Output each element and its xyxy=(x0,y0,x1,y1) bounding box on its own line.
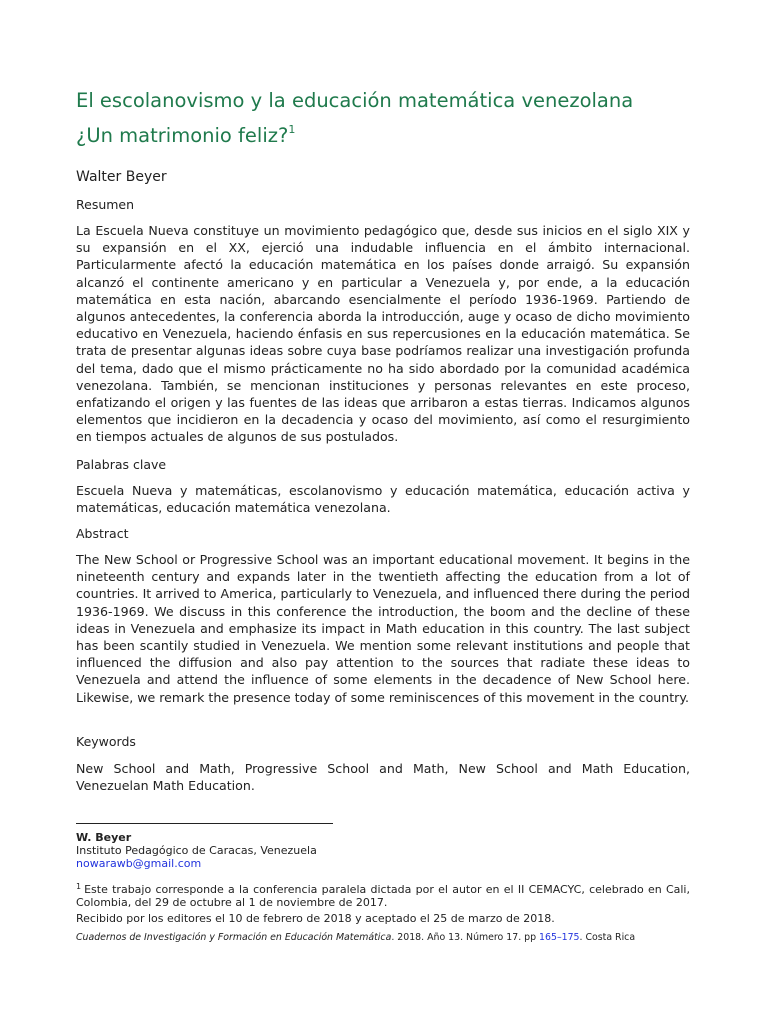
keywords-heading: Keywords xyxy=(76,734,136,749)
resumen-heading: Resumen xyxy=(76,197,135,212)
footnote-text: Este trabajo corresponde a la conferencia paralela dictada por el autor en el II CEMACYC, celebrado en Cali, Colombia, del 29 de octubre al 1 de noviembre de 2017. xyxy=(76,883,690,909)
paper-title xyxy=(76,86,690,150)
keywords-text: New School and Math, Progressive School and Math, New School and Math Education, Venezuelan Math Education. xyxy=(76,761,690,794)
journal-name: Cuadernos de Investigación y Formación en Educación Matemática xyxy=(76,932,392,943)
received-dates: Recibido por los editores el 10 de febrero de 2018 y aceptado el 25 de marzo de 2018. xyxy=(76,912,555,925)
journal-details: . 2018. Año 13. Número 17. pp xyxy=(391,932,537,943)
abstract-text: The New School or Progressive School was an important educational movement. It begins in the nineteenth century and expands later in the twentieth affecting the education from a lot of countries. It arrived to America, particularly to Venezuela, and influenced there during the period 1936-1969. We discuss in this conference the introduction, the boom and the decline of these ideas in Venezuela and emphasize its impact in Math education in this country. The last subject has been scantily studied in Venezuela. We mention some relevant institutions and people that influenced the diffusion and also pay attention to the sources that radiate these ideas to Venezuela and attend the influence of some elements in the decadence of New School here. Likewise, we remark the presence today of some reminiscences of this movement in the country. xyxy=(76,552,690,705)
affiliation-name: W. Beyer xyxy=(76,831,132,844)
journal-citation xyxy=(76,932,635,943)
author-affiliation xyxy=(76,831,690,870)
author-email-link[interactable]: nowarawb@gmail.com xyxy=(76,857,202,870)
resumen-text: La Escuela Nueva constituye un movimiento pedagógico que, desde sus inicios en el siglo XIX y su expansión en el XX, ejerció una indudable influencia en el ámbito internacional. Particularmente afectó la educación matemática en los países donde arraigó. Su expansión alcanzó el continente americano y en particular a Venezuela y, por ende, a la educación matemática en esta nación, abarcando esencialmente el período 1936-1969. Partiendo de algunos antecedentes, la conferencia aborda la introducción, auge y ocaso de dicho movimiento educativo en Venezuela, haciendo énfasis en sus repercusiones en la educación matemática. Se trata de presentar algunas ideas sobre cuya base podríamos realizar una investigación profunda del tema, dado que el mismo prácticamente no ha sido abordado por la comunidad académica venezolana. También, se mencionan instituciones y personas relevantes en este proceso, enfatizando el origen y las fuentes de las ideas que arribaron a estas tierras. Indicamos algunos elementos que incidieron en la decadencia y ocaso del movimiento, así como el resurgimiento en tiempos actuales de algunos de sus postulados. xyxy=(76,223,690,445)
pages-link[interactable]: 165–175 xyxy=(539,932,580,943)
author-name: Walter Beyer xyxy=(76,169,167,185)
footnote xyxy=(76,880,690,909)
footnote-divider xyxy=(76,823,333,824)
footnote-mark: 1 xyxy=(76,882,82,891)
journal-country: . Costa Rica xyxy=(579,932,636,943)
title-footnote-mark[interactable]: 1 xyxy=(288,123,296,136)
palabras-clave-heading: Palabras clave xyxy=(76,457,167,472)
title-line-2: ¿Un matrimonio feliz? xyxy=(76,124,289,147)
affiliation-institution: Instituto Pedagógico de Caracas, Venezuela xyxy=(76,844,317,857)
palabras-clave-text: Escuela Nueva y matemáticas, escolanovismo y educación matemática, educación activa y matemáticas, educación matemática venezolana. xyxy=(76,483,690,516)
abstract-heading: Abstract xyxy=(76,526,129,541)
title-line-1: El escolanovismo y la educación matemática venezolana xyxy=(76,89,634,112)
